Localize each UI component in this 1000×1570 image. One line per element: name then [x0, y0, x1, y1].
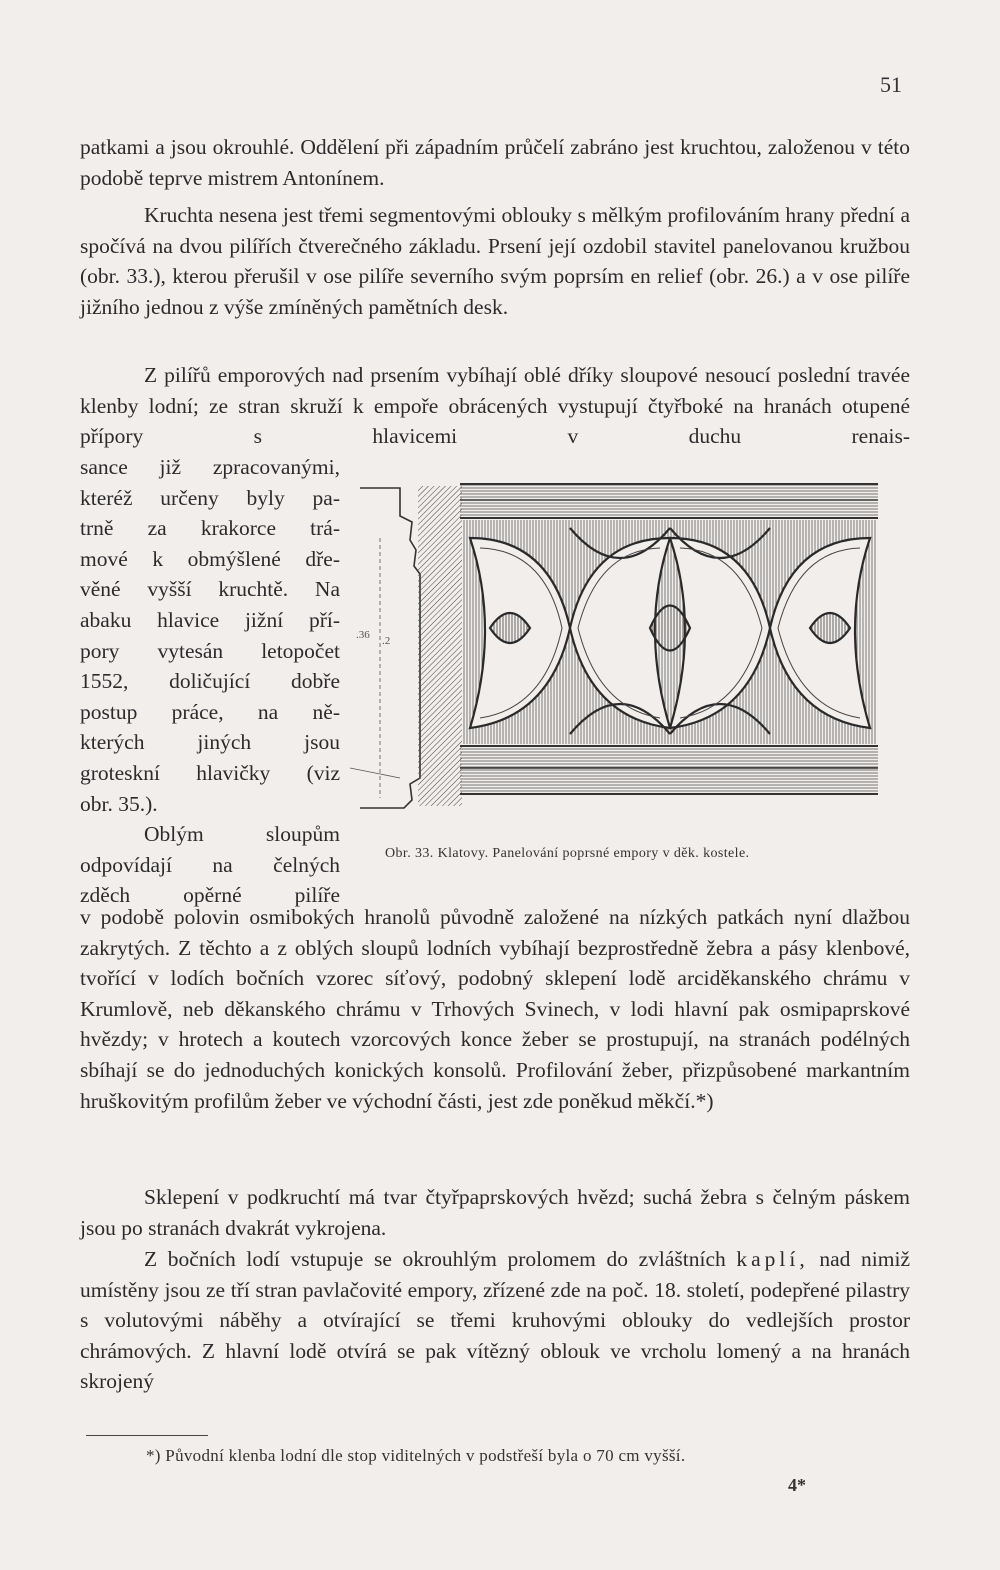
side-line: groteskní hlavičky (viz: [80, 760, 340, 785]
side-line: kterých jiných jsou: [80, 730, 340, 755]
side-line: 1552, doličující dobře: [80, 669, 340, 694]
footnote: *) Původní klenba lodní dle stop viditelných v podstřeší byla o 70 cm vyšší.: [146, 1446, 686, 1465]
paragraph-3: Z pilířů emporových nad prsením vybíhají oblé dříky sloupové nesoucí poslední travée klenby lodní; ze stran skruží k empoře obrácených vystupují čtyřboké na hranách otupené přípory s hlavicemi v duchu renais-: [80, 363, 910, 449]
svg-text:.36: .36: [356, 629, 370, 641]
side-line: postup práce, na ně-: [80, 699, 340, 724]
signature-mark: 4*: [788, 1475, 806, 1495]
paragraph-6-rest: nad nimiž umístěny jsou ze tří stran pavlačovité empory, zřízené zde na poč. 18. století, podepřené pilastry s volutovými náběhy a otvírající se třemi kruhovými oblouky do vedlejších prostor chrámových. Z hlavní lodě otvírá se pak vítězný oblouk ve vrcholu lomený a na hranách skrojený: [80, 1247, 910, 1394]
profile-section: [350, 486, 462, 808]
spaced-word: kaplí,: [736, 1247, 809, 1271]
paragraph-2: Kruchta nesena jest třemi segmentovými oblouky s mělkým profilováním hrany přední a spočívá na dvou pilířích čtverečného základu. Prsení její ozdobil stavitel panelovanou kružbou (obr. 33.), kterou přerušil v ose pilíře severního svým poprsím en relief (obr. 26.) a v ose pilíře jižního jednou z výše zmíněných pamětních desk.: [80, 203, 910, 319]
paragraph-6: [80, 1244, 910, 1397]
side-line: sance již zpracovanými,: [80, 455, 340, 479]
side-line: Oblým sloupům: [144, 822, 340, 847]
footnote-rule: [86, 1435, 208, 1436]
side-line: trně za krakorce trá-: [80, 516, 340, 541]
paragraph-5: Sklepení v podkruchtí má tvar čtyřpaprskových hvězd; suchá žebra s čelným páskem jsou po stranách dvakrát vykrojena.: [80, 1185, 910, 1240]
page-number: 51: [880, 72, 902, 97]
side-line: věné vyšší kruchtě. Na: [80, 577, 340, 602]
paragraph-3-side-column: [80, 452, 340, 911]
side-line: obr. 35.).: [80, 791, 158, 816]
side-line: pory vytesán letopočet: [80, 638, 340, 663]
side-line: odpovídají na čelných: [80, 852, 340, 877]
paragraph-6-start: Z bočních lodí vstupuje se okrouhlým prolomem do zvláštních: [144, 1247, 726, 1271]
side-line: zděch opěrné pilíře: [80, 883, 340, 908]
svg-text:.2: .2: [382, 635, 391, 647]
side-line: mové k obmýšlené dře-: [80, 546, 340, 571]
side-line: kteréž určeny byly pa-: [80, 485, 340, 510]
side-line: abaku hlavice jižní pří-: [80, 607, 340, 632]
figure-caption: Obr. 33. Klatovy. Panelování poprsné empory v děk. kostele.: [385, 846, 750, 861]
paragraph-1: patkami a jsou okrouhlé. Oddělení při západním průčelí zabráno jest kruchtou, založenou v této podobě teprve mistrem Antonínem.: [80, 135, 910, 190]
figure-33-engraving: [340, 478, 910, 823]
paragraph-4: v podobě polovin osmibokých hranolů původně založené na nízkých patkách nyní dlažbou zakrytých. Z těchto a z oblých sloupů lodních vybíhají bezprostředně žebra a pásy klenbové, tvořící v lodích bočních vzorec síťový, podobný sklepení lodě arciděkanského chrámu v Krumlově, neb děkanského chrámu v Trhových Svinech, v lodi hlavní pak osmipaprskové hvězdy; v hrotech a koutech vzorcových konce žeber se prostupují, na stranách podélných sbíhají se do jednoduchých konických konsolů. Profilování žeber, přizpůsobené markantním hruškovitým profilům žeber ve východní části, jest zde poněkud měkčí.*): [80, 905, 910, 1113]
